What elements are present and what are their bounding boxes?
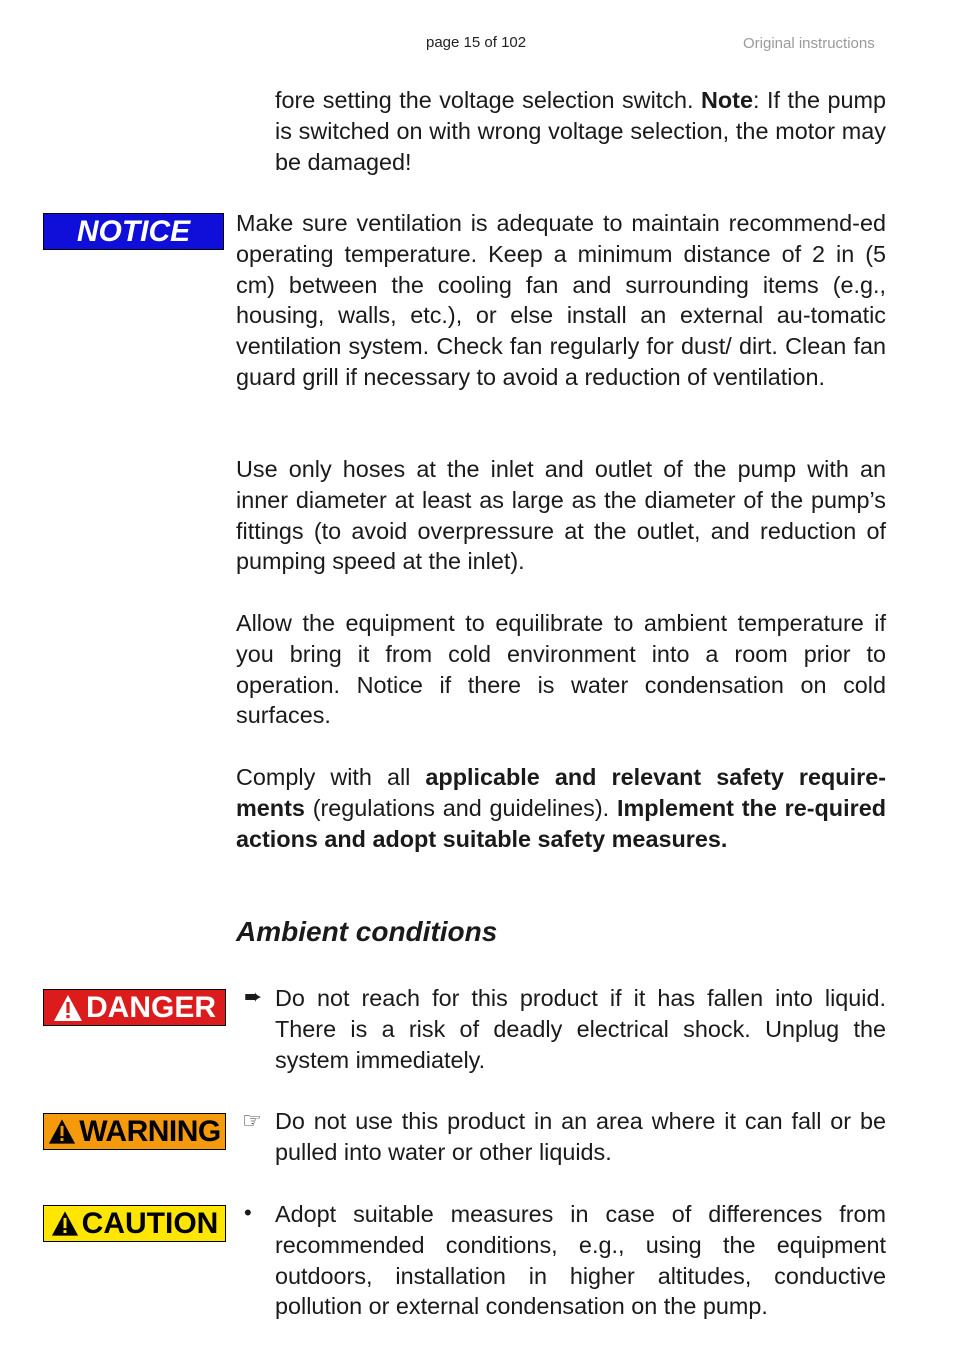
danger-paragraph: Do not reach for this product if it has fallen into liquid. There is a risk of deadly electrical shock. Unplug the system immediately. <box>275 985 886 1073</box>
comply-text-c: (regulations and guidelines). <box>304 794 617 821</box>
warning-paragraph: Do not use this product in an area where it can fall or be pulled into water or other liquids. <box>275 1108 886 1165</box>
voltage-paragraph <box>275 85 886 177</box>
document-type-label: Original instructions <box>743 35 875 52</box>
caution-badge <box>43 1205 226 1242</box>
warning-badge <box>43 1113 226 1150</box>
arrow-right-icon: ➨ <box>244 984 263 1009</box>
page-number: page 15 of 102 <box>426 34 527 51</box>
comply-paragraph <box>236 762 886 854</box>
voltage-text-pre: fore setting the voltage selection switch. <box>275 87 701 113</box>
pointing-hand-icon: ☞ <box>242 1108 262 1133</box>
warning-triangle-icon <box>53 994 83 1022</box>
caution-paragraph: Adopt suitable measures in case of differences from recommended conditions, e.g., using the equipment outdoors, installation in higher altitudes, conductive pollution or external condensation on the pump. <box>275 1201 886 1320</box>
section-title: Ambient conditions <box>236 916 498 947</box>
warning-triangle-icon <box>48 1118 76 1145</box>
notice-badge <box>43 213 224 250</box>
hoses-paragraph: Use only hoses at the inlet and outlet of the pump with an inner diameter at least as large as the diameter of the pump’s fittings (to avoid overpressure at the outlet, and reduction of pumping speed at the inlet). <box>236 456 886 575</box>
equilibrate-paragraph: Allow the equipment to equilibrate to ambient temperature if you bring it from cold environment into a room prior to operation. Notice if there is water condensation on cold surfaces. <box>236 610 886 729</box>
comply-text-d: Implement the re-quired actions and adopt suitable safety measures. <box>236 794 886 852</box>
comply-text-a: Comply with all <box>236 764 426 790</box>
danger-badge-label: DANGER <box>85 990 216 1024</box>
danger-badge <box>43 989 226 1026</box>
voltage-text-post: : If the pump is switched on with wrong voltage selection, the motor may be damaged! <box>275 87 886 175</box>
caution-badge-label: CAUTION <box>81 1206 219 1240</box>
warning-triangle-icon <box>51 1210 79 1237</box>
note-label: Note <box>700 87 753 113</box>
notice-badge-label: NOTICE <box>76 214 191 248</box>
warning-badge-label: WARNING <box>79 1114 221 1148</box>
comply-text-b: applicable and relevant safety require-ments <box>236 764 886 821</box>
bullet-dot-icon: • <box>244 1200 252 1225</box>
ventilation-paragraph: Make sure ventilation is adequate to maintain recommend-ed operating temperature. Keep a minimum distance of 2 in (5 cm) between the cooling fan and surrounding items (e.g., housing, walls, etc.), or else install an external au-tomatic ventilation system. Check fan regularly for dust/ dirt. Clean fan guard grill if necessary to avoid a reduction of ventilation. <box>236 210 886 390</box>
